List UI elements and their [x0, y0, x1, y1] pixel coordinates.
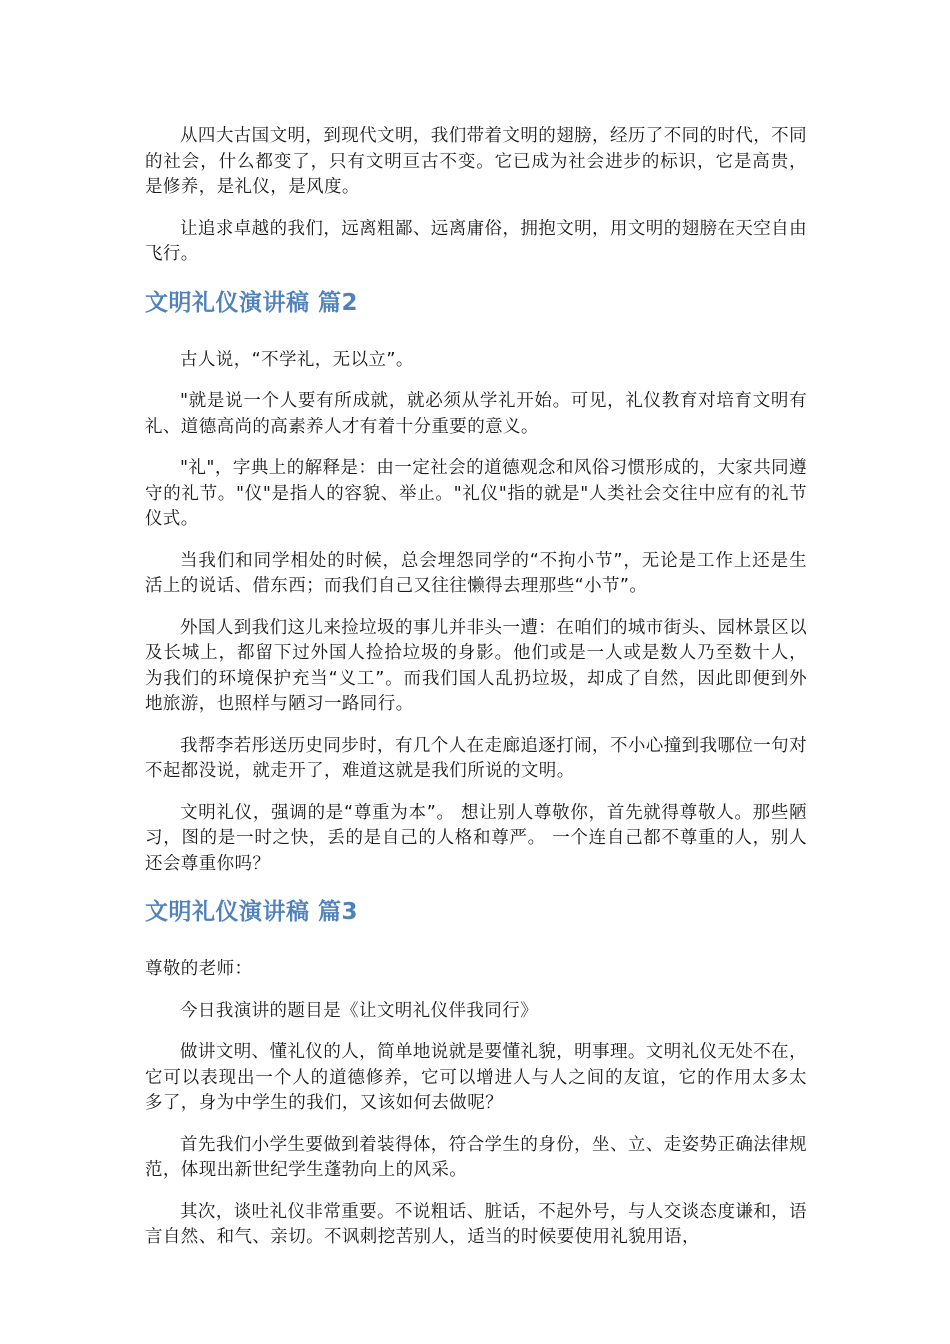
paragraph: 古人说，“不学礼，无以立”。: [180, 349, 414, 370]
section-heading: 文明礼仪演讲稿 篇2: [145, 289, 359, 316]
paragraph: 我帮李若彤送历史同步时，有几个人在走廊追逐打闹，不小心撞到我哪位一句对不起都没说，就走开了，难道这就是我们所说的文明。: [145, 735, 807, 781]
section-heading: 文明礼仪演讲稿 篇3: [145, 899, 359, 925]
paragraph: 首先我们小学生要做到着装得体，符合学生的身份，坐、立、走姿势正确法律规范，体现出新世纪学生蓬勃向上的风采。: [145, 1134, 807, 1180]
paragraph: 今日我演讲的题目是《让文明礼仪伴我同行》: [180, 1000, 538, 1021]
paragraph: 其次，谈吐礼仪非常重要。不说粗话、脏话，不起外号，与人交谈态度谦和，语言自然、和气、亲切。不讽刺挖苦别人，适当的时候要使用礼貌用语，: [145, 1201, 807, 1247]
paragraph: "礼"，字典上的解释是：由一定社会的道德观念和风俗习惯形成的，大家共同遵守的礼节。"仪"是指人的容貌、举止。"礼仪"指的就是"人类社会交往中应有的礼节仪式。: [145, 458, 807, 529]
paragraph: "就是说一个人要有所成就，就必须从学礼开始。可见，礼仪教育对培育文明有礼、道德高尚的高素养人才有着十分重要的意义。: [145, 391, 807, 437]
paragraph: 让追求卓越的我们，远离粗鄙、远离庸俗，拥抱文明，用文明的翅膀在天空自由飞行。: [145, 218, 807, 264]
paragraph: 当我们和同学相处的时候，总会埋怨同学的“不拘小节”，无论是工作上还是生活上的说话、借东西；而我们自己又往往懒得去理那些“小节”。: [145, 550, 807, 596]
paragraph: 文明礼仪，强调的是“尊重为本”。 想让别人尊敬你，首先就得尊敬人。那些陋习，图的是一时之快，丢的是自己的人格和尊严。 一个连自己都不尊重的人，别人还会尊重你吗？: [145, 802, 807, 874]
document-page: [145, 124, 807, 1267]
paragraph: 做讲文明、懂礼仪的人，简单地说就是要懂礼貌，明事理。文明礼仪无处不在，它可以表现出一个人的道德修养，它可以增进人与人之间的友谊，它的作用太多太多了，身为中学生的我们，又该如何去做呢？: [145, 1042, 807, 1113]
paragraph: 从四大古国文明，到现代文明，我们带着文明的翅膀，经历了不同的时代，不同的社会，什么都变了，只有文明亘古不变。它已成为社会进步的标识，它是高贵，是修养，是礼仪，是风度。: [145, 126, 807, 197]
paragraph: 外国人到我们这儿来捡垃圾的事儿并非头一遭：在咱们的城市街头、园林景区以及长城上，都留下过外国人捡拾垃圾的身影。他们或是一人或是数人乃至数十人，为我们的环境保护充当“义工”。而我们国人乱扔垃圾，却成了自然，因此即便到外地旅游，也照样与陋习一路同行。: [145, 617, 807, 714]
salutation: 尊敬的老师：: [145, 959, 253, 979]
